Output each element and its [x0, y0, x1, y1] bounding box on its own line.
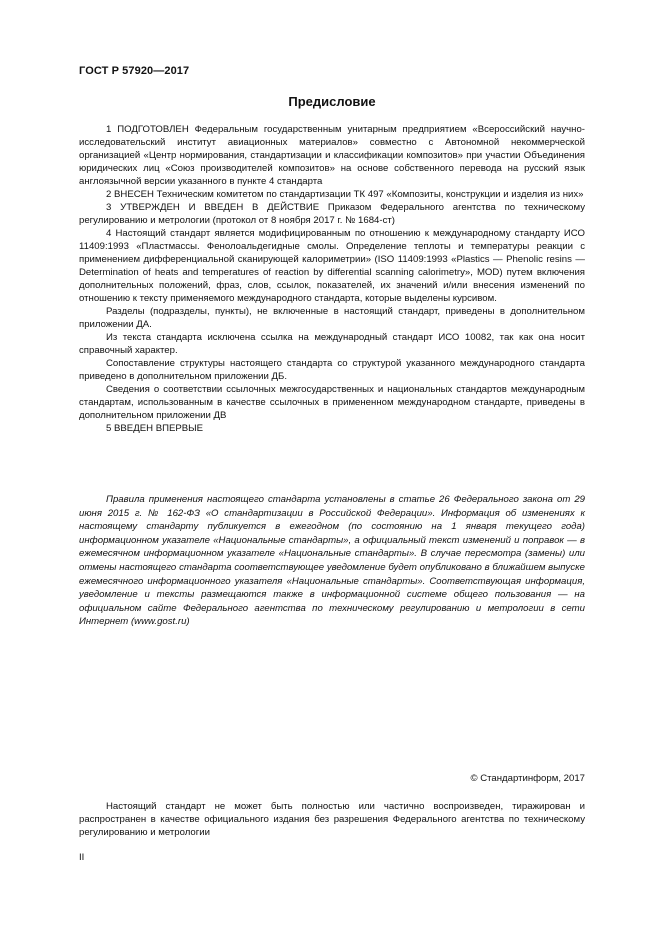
paragraph-annex-da: Разделы (подразделы, пункты), не включенные в настоящий стандарт, приведены в дополнительном приложении ДА. — [79, 306, 585, 330]
application-notice — [79, 493, 585, 629]
page-title: Предисловие — [288, 94, 376, 109]
paragraph-3: 3 УТВЕРЖДЕН И ВВЕДЕН В ДЕЙСТВИЕ Приказом Федерального агентства по техническому регулированию и метрологии (протокол от 8 ноября 2017 г. № 1684-ст) — [79, 202, 585, 226]
page-number: II — [79, 852, 85, 863]
foreword-body — [79, 123, 585, 435]
paragraph-1: 1 ПОДГОТОВЛЕН Федеральным государственным унитарным предприятием «Всероссийский научно-исследовательский институт авиационных материалов» совместно с Автономной некоммерческой организацией «Центр нормирования, стандартизации и классификации композитов» при участии Объединения юридических лиц «Союз производителей композитов» на основе собственного перевода на русский язык англоязычной версии указанного в пункте 4 стандарта — [79, 124, 585, 187]
paragraph-annex-db: Сопоставление структуры настоящего стандарта со структурой указанного международного стандарта приведено в дополнительном приложении ДБ. — [79, 358, 585, 382]
footer-text: Настоящий стандарт не может быть полностью или частично воспроизведен, тиражирован и распространен в качестве официального издания без разрешения Федерального агентства по техническому регулированию и метрологии — [79, 801, 585, 838]
paragraph-excluded-ref: Из текста стандарта исключена ссылка на международный стандарт ИСО 10082, так как она носит справочный характер. — [79, 332, 585, 356]
paragraph-2: 2 ВНЕСЕН Техническим комитетом по стандартизации ТК 497 «Композиты, конструкции и изделия из них» — [106, 189, 584, 200]
paragraph-4: 4 Настоящий стандарт является модифицированным по отношению к международному стандарту ИСО 11409:1993 «Пластмассы. Фенолоальдегидные смолы. Определение теплоты и температуры реакции с применением дифференциальной сканирующей калориметрии» (ISO 11409:1993 «Plastics — Phenolic resins — Determination of heats and temperatures of reaction by differential scanning calorimetry», MOD) путем включения дополнительных положений, фраз, слов, ссылок, показателей, их значений и/или внесения изменений по отношению к тексту применяемого международного стандарта, которые выделены курсивом. — [79, 228, 585, 304]
notice-text: Правила применения настоящего стандарта установлены в статье 26 Федерального закона от 29 июня 2015 г. № 162-ФЗ «О стандартизации в Российской Федерации». Информация об изменениях к настоящему стандарту публикуется в ежегодном (по состоянию на 1 января текущего года) информационном указателе «Национальные стандарты», а официальный текст изменений и поправок — в ежемесячном информационном указателе «Национальные стандарты». В случае пересмотра (замены) или отмены настоящего стандарта соответствующее уведомление будет опубликовано в ближайшем выпуске ежемесячного информационного указателя «Национальные стандарты». Соответствующая информация, уведомление и тексты размещаются также в информационной системе общего пользования — на официальном сайте Федерального агентства по техническому регулированию и метрологии в сети Интернет (www.gost.ru) — [79, 494, 585, 628]
reproduction-notice — [79, 800, 585, 839]
standard-id: ГОСТ Р 57920—2017 — [79, 65, 190, 77]
copyright: © Стандартинформ, 2017 — [470, 773, 585, 784]
paragraph-annex-dv: Сведения о соответствии ссылочных межгосударственных и национальных стандартов международным стандартам, использованным в качестве ссылочных в примененном международном стандарте, приведены в дополнительном приложении ДВ — [79, 384, 585, 421]
paragraph-5: 5 ВВЕДЕН ВПЕРВЫЕ — [106, 423, 204, 434]
